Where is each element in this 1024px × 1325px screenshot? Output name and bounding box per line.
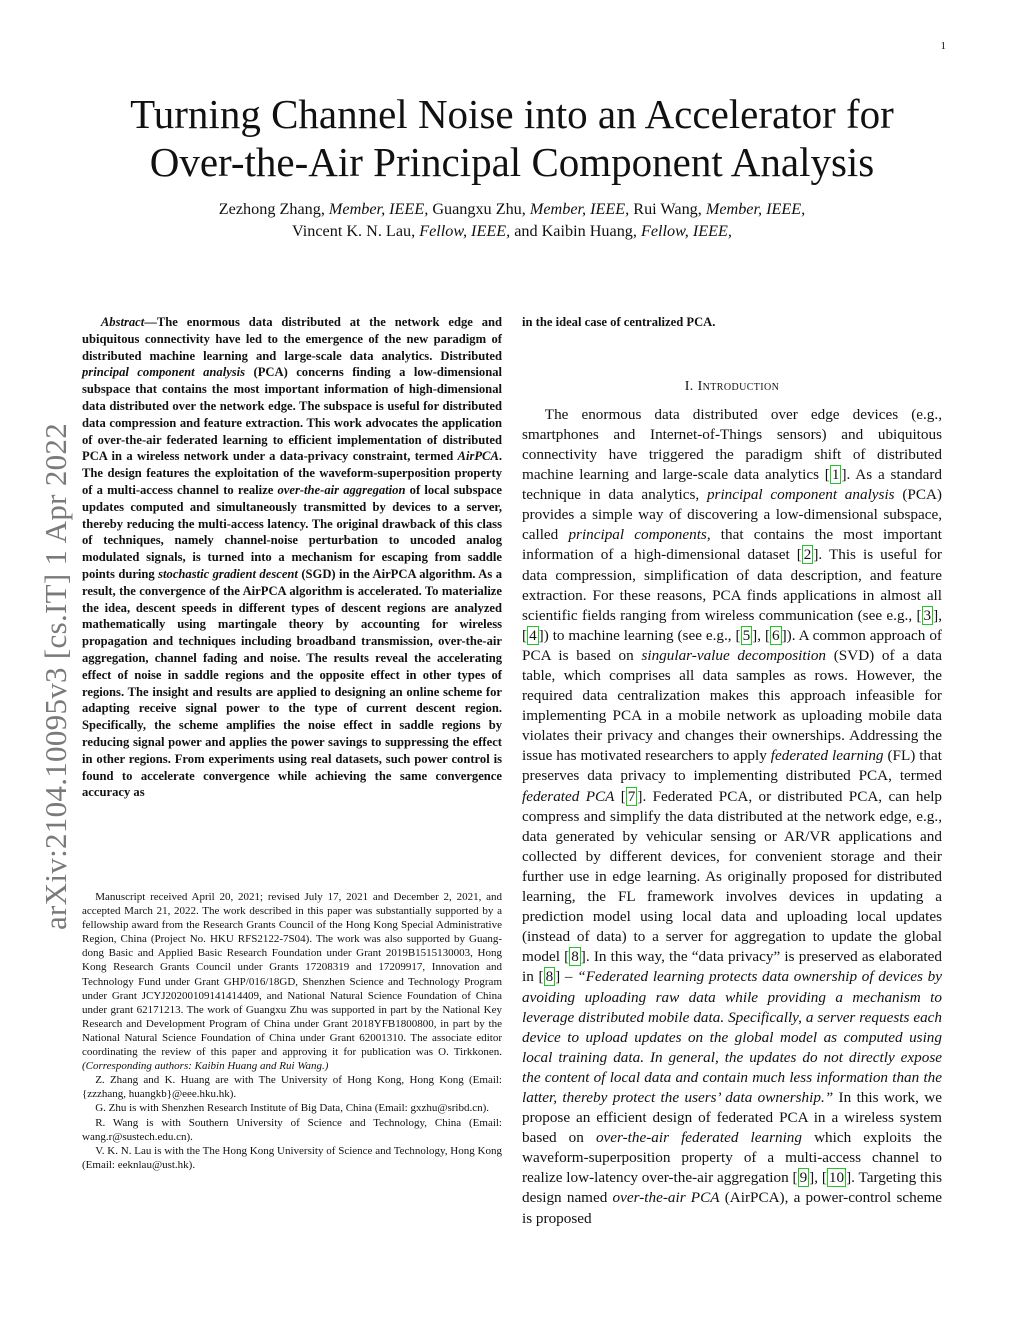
intro-text: In this work, we propose an efficient design of federated PCA in a wireless system based on bbox=[522, 1088, 942, 1147]
footnote-manuscript: Manuscript received April 20, 2021; revised July 17, 2021 and December 2, 2021, and accepted March 21, 2022. The work described in this paper was substantially supported by a fellowship award from the Research Grants Council of the Hong Kong Special Administrative Region, China (Project No. HKU RFS2122-7S04). The work was also supported by Guang-dong Basic and Applied Basic Research Foundation under Grant 2019B1515130003, Hong Kong Research Grants Council under Grants 17208319 and 17209917, Innovation and Technology Fund under Grant GHP/016/18GD, Shenzhen Science and Technology Program under Grant JCYJ20200109141414409, and National Natural Science Foundation of China under grant 62171213. The work of Guangxu Zhu was supported in part by the National Key Research and Development Program of China under Grant 2018YFB1800800, in part by the National Natural Science Foundation of China under Grant 62001310. The associate editor coordinating the review of this paper and approving it for publication was O. Tirkkonen. (Corresponding authors: Kaibin Huang and Rui Wang.) bbox=[82, 891, 502, 1073]
section-heading-introduction: I. Introduction bbox=[684, 378, 780, 394]
intro-text: ]. Federated PCA, or distributed PCA, can help compress and simplify the data distributed at the network edge, e.g., data generated by vehicular sensing or AR/VR applications and collected by different devices, for convenient storage and their further use in edge learning. As originally proposed for distributed learning, the FL framework involves devices in updating a prediction model using local data and uploading local updates (instead of data) to a server for aggregation to update the global model [ bbox=[522, 787, 943, 966]
abstract: Abstract—The enormous data distributed at the network edge and ubiquitous connectivity have led to the emergence of the new paradigm of distributed machine learning and large-scale data analytics. Distributed principal component analysis (PCA) concerns finding a low-dimensional subspace that contains the most important information of high-dimensional data distributed over the network edge. The subspace is useful for distributed data compression and feature extraction. This work advocates the application of over-the-air federated learning to efficient implementation of distributed PCA in a wireless network under a data-privacy constraint, termed AirPCA. The design features the exploitation of the waveform-superposition property of a multi-access channel to realize over-the-air aggregation of local subspace updates computed and simultaneously transmitted by devices to a server, thereby reducing the multi-access latency. The original drawback of this class of techniques, namely channel-noise perturbation to uncoded analog modulated signals, is turned into a mechanism for escaping from saddle points during stochastic gradient descent (SGD) in the AirPCA algorithm. As a result, the convergence of the AirPCA algorithm is accelerated. To materialize the idea, descent speeds in different types of descent regions are analyzed mathematically using martingale theory by accounting for wireless propagation and techniques including broadband transmission, over-the-air aggregation, channel fading and noise. The results reveal the accelerating effect of noise in saddle regions and the opposite effect in other types of regions. The insight and results are applied to designing an online scheme for adapting receive signal power to the type of current descent region. Specifically, the scheme amplifies the noise effect in saddle regions by reducing signal power and applies the power savings to suppressing the effect in other regions. From experiments using real datasets, such power control is found to accelerate convergence while achieving the same convergence accuracy as bbox=[82, 315, 503, 800]
intro-text: which exploits the waveform-superposition property of a multi-access channel to realize low-latency over-the-air aggregation [ bbox=[522, 1129, 942, 1187]
citation-link[interactable]: 2 bbox=[803, 546, 812, 564]
intro-text: ]. Targeting this design named bbox=[522, 1169, 942, 1207]
intro-text: ], [ bbox=[752, 626, 771, 644]
intro-text: (AirPCA), a power-control scheme is proposed bbox=[522, 1189, 942, 1227]
intro-text: (PCA) provides a simple way of discovering a low-dimensional subspace, called bbox=[522, 486, 942, 544]
intro-text: ]. In this way, the “data privacy” is preserved as elaborated in [ bbox=[522, 948, 942, 986]
citation-link[interactable]: 8 bbox=[545, 968, 554, 986]
citation-link[interactable]: 9 bbox=[799, 1169, 808, 1187]
author-line-1: Zezhong Zhang, Member, IEEE, Guangxu Zhu, Member, IEEE, Rui Wang, Member, IEEE, bbox=[218, 200, 806, 218]
title-line-2: Over-the-Air Principal Component Analysis bbox=[149, 139, 875, 185]
intro-text: ]). A common approach of PCA is based on bbox=[522, 626, 942, 664]
citation-link[interactable]: 5 bbox=[742, 626, 751, 644]
footnote-affiliation: V. K. N. Lau is with the The Hong Kong University of Science and Technology, Hong Kong (Email: eeknlau@ust.hk). bbox=[82, 1144, 502, 1171]
intro-text: [ bbox=[824, 466, 830, 484]
intro-emphasis: “Federated learning protects data ownership of devices by avoiding uploading raw data while providing a mechanism to leverage distributed mobile data. Specifically, a server requests each device to upload updates on the global model as computed using local training data. In general, the updates do not directly expose the content of local data and contain much less information than the latter, thereby protect the users’ data ownership.” bbox=[522, 968, 943, 1106]
footnotes bbox=[82, 890, 502, 1172]
intro-text: ], [ bbox=[809, 1169, 827, 1187]
arxiv-stamp: arXiv:2104.10095v3 [cs.IT] 1 Apr 2022 bbox=[38, 422, 73, 930]
citation-link[interactable]: 6 bbox=[772, 626, 780, 644]
intro-emphasis: federated PCA bbox=[522, 787, 615, 805]
author-line-2: Vincent K. N. Lau, Fellow, IEEE, and Kaibin Huang, Fellow, IEEE, bbox=[292, 222, 732, 240]
author-list bbox=[110, 198, 914, 242]
intro-emphasis: over-the-air federated learning bbox=[595, 1129, 802, 1147]
right-column bbox=[522, 314, 942, 1229]
intro-text: The enormous data distributed over edge devices (e.g., smartphones and Internet-of-Things sensors) and ubiquitous connectivity have triggered the paradigm shift of distributed machine learning and large-scale data analytics bbox=[522, 405, 942, 484]
citation-link[interactable]: 1 bbox=[831, 466, 840, 484]
intro-emphasis: over-the-air PCA bbox=[612, 1189, 720, 1207]
intro-text: ]) to machine learning (see e.g., [ bbox=[538, 626, 741, 644]
intro-text: ]. As a standard technique in data analytics, bbox=[522, 466, 942, 504]
footnote-affiliation: G. Zhu is with Shenzhen Research Institute of Big Data, China (Email: gxzhu@sribd.cn). bbox=[95, 1102, 490, 1115]
intro-emphasis: principal component analysis bbox=[706, 486, 895, 504]
footnote-affiliation: R. Wang is with Southern University of Science and Technology, China (Email: wang.r@sustech.edu.cn). bbox=[82, 1116, 502, 1143]
intro-text: ]. This is useful for data compression, simplification of data description, and feature extraction. For these reasons, PCA finds applications in almost all scientific fields ranging from wireless communication (see e.g., [ bbox=[522, 546, 942, 624]
intro-text: ] – bbox=[555, 968, 578, 986]
intro-emphasis: singular-value decomposition bbox=[641, 646, 827, 664]
citation-link[interactable]: 8 bbox=[571, 948, 579, 966]
intro-emphasis: principal components bbox=[568, 526, 707, 544]
citation-link[interactable]: 10 bbox=[828, 1169, 845, 1187]
abstract-label: Abstract bbox=[100, 315, 145, 329]
citation-link[interactable]: 3 bbox=[923, 606, 932, 624]
citation-link[interactable]: 4 bbox=[529, 626, 537, 644]
intro-text: ], [ bbox=[522, 606, 942, 644]
citation-link[interactable]: 7 bbox=[627, 787, 636, 805]
intro-text: (SVD) of a data table, which comprises all data samples as rows. However, the required data centralization makes this approach infeasible for implementing PCA in a mobile network as uploading mobile data violates their privacy and changes their ownerships. Addressing the issue has motivated researchers to apply bbox=[522, 646, 943, 765]
introduction-paragraph bbox=[522, 405, 942, 1229]
intro-text: , that contains the most important information of a high-dimensional dataset [ bbox=[522, 526, 943, 564]
page-number: 1 bbox=[940, 40, 946, 52]
paper-title bbox=[100, 90, 924, 186]
title-line-1: Turning Channel Noise into an Accelerator for bbox=[130, 91, 894, 137]
abstract-continuation: in the ideal case of centralized PCA. bbox=[522, 315, 716, 329]
intro-text: (FL) that preserves data privacy to implementing distributed PCA, termed bbox=[522, 747, 942, 785]
intro-text: [ bbox=[614, 787, 626, 805]
footnote-affiliation: Z. Zhang and K. Huang are with The University of Hong Kong, Hong Kong (Email: {zzzhang, huangkb}@eee.hku.hk). bbox=[82, 1074, 502, 1101]
intro-emphasis: federated learning bbox=[770, 747, 884, 765]
